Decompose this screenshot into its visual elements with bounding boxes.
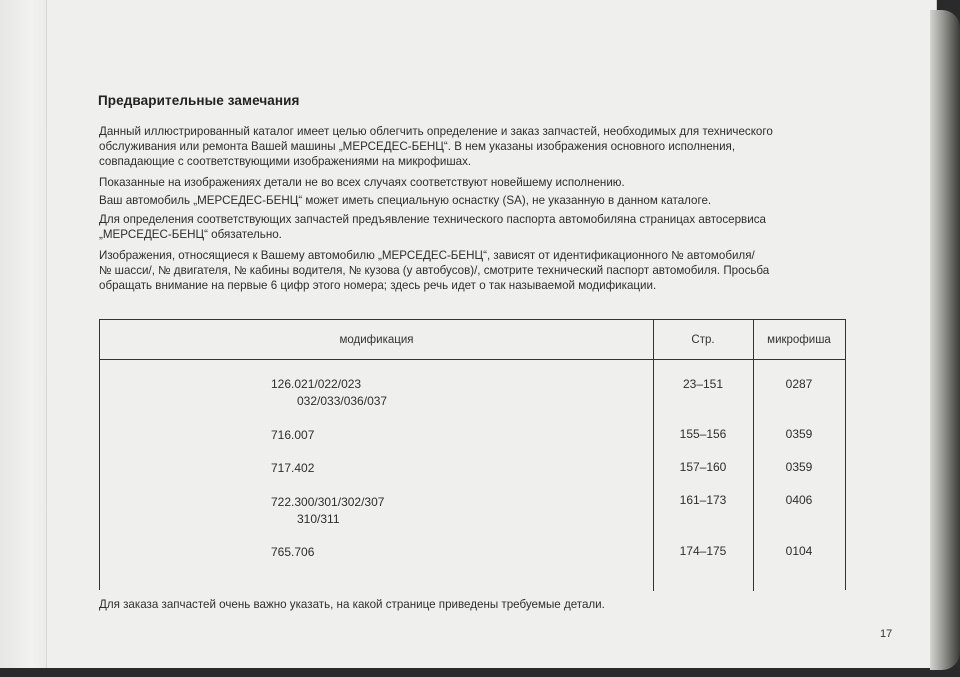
page-heading: Предварительные замечания [98,93,300,108]
table-row-pages: 174–175 [679,544,727,558]
table-row-microfiche: 0359 [785,460,813,474]
table-row-microfiche: 0287 [785,377,813,391]
table-row-modification-cont: 032/033/036/037 [297,394,388,408]
table-row-modification: 717.402 [271,461,315,475]
table-row-pages: 157–160 [679,460,727,474]
paragraph-passport: Для определения соответствующих запчастей предъявление технического паспорта автомобиляна страницах автосервиса „МЕРСЕДЕС-БЕНЦ“ обязательно. [99,213,766,242]
table-row-microfiche: 0406 [785,493,813,507]
modification-table [99,319,846,590]
page-number: 17 [880,628,893,640]
footer-note: Для заказа запчастей очень важно указать, на какой странице приведены требуемые детали. [99,598,605,611]
table-row-modification: 716.007 [271,428,315,442]
table-row-pages: 155–156 [679,427,727,441]
paragraph-special-equipment: Ваш автомобиль „МЕРСЕДЕС-БЕНЦ“ может иметь специальную оснастку (SA), не указанную в данном каталоге. [99,194,712,207]
paragraph-intro: Данный иллюстрированный каталог имеет целью облегчить определение и заказ запчастей, необходимых для технического обслуживания или ремонта Вашей машины „МЕРСЕДЕС-БЕНЦ“. В нем указаны изображения основного исполнения, совпадающие с соответствующими изображениями на микрофишах. [99,125,773,169]
table-row-modification-cont: 310/311 [297,512,340,526]
paragraph-versions: Показанные на изображениях детали не во всех случаях соответствуют новейшему исполнению. [99,176,625,189]
paragraph-modification: Изображения, относящиеся к Вашему автомобилю „МЕРСЕДЕС-БЕНЦ“, зависят от идентификационного № автомобиля/ № шасси/, № двигателя, № кабины водителя, № кузова (у автобусов)/, смотрите технический паспорт автомобиля. Просьба обращать внимание на первые 6 цифр этого номера; здесь речь идет о так называемой модификации. [99,249,770,293]
page-spine [0,0,47,668]
header-modification: модификация [339,334,414,346]
table-row-modification: 765.706 [271,545,315,559]
header-page: Стр. [691,334,715,346]
table-row-microfiche: 0359 [785,427,813,441]
table-row-modification: 722.300/301/302/307 [271,495,385,509]
book-page-edge [930,10,960,670]
header-microfiche: микрофиша [767,334,831,346]
table-row-pages: 23–151 [682,377,724,391]
table-row-microfiche: 0104 [785,544,813,558]
table-row-pages: 161–173 [679,493,727,507]
table-row-modification: 126.021/022/023 [271,377,362,391]
